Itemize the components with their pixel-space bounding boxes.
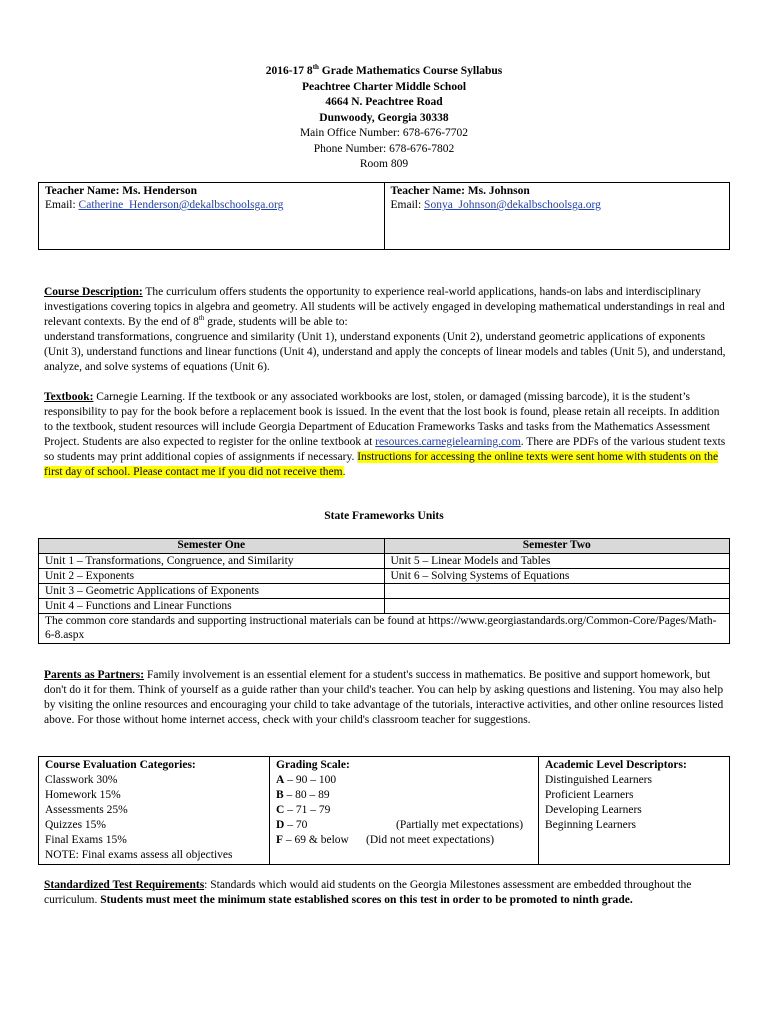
list-item: Beginning Learners — [545, 819, 637, 831]
phone-number: Phone Number: 678-676-7802 — [313, 142, 455, 155]
list-item: NOTE: Final exams assess all objectives — [45, 849, 233, 861]
evaluation-cell — [39, 757, 270, 865]
academic-heading: Academic Level Descriptors: — [545, 759, 687, 771]
teacher-email-link[interactable]: Sonya_Johnson@dekalbschoolsga.org — [424, 199, 601, 211]
list-item: Distinguished Learners — [545, 774, 652, 786]
syllabus-title: 2016-17 8th Grade Mathematics Course Syllabus — [265, 63, 503, 77]
school-city: Dunwoody, Georgia 30338 — [319, 111, 449, 124]
course-description-heading: Course Description: — [44, 286, 143, 298]
academic-cell — [539, 757, 730, 865]
table-row — [39, 569, 730, 584]
list-item: Assessments 25% — [45, 804, 128, 816]
semester-two-header: Semester Two — [384, 539, 730, 554]
grade-row: A – 90 – 100 — [276, 774, 337, 786]
semester-one-header: Semester One — [39, 539, 385, 554]
table-row — [39, 599, 730, 614]
school-name: Peachtree Charter Middle School — [301, 80, 467, 93]
email-label: Email: — [45, 199, 79, 211]
table-row — [39, 584, 730, 599]
grading-table — [38, 756, 730, 865]
highlighted-instructions: Instructions for accessing the online texts were sent home with students on the first day of school. Please contact me if you did not receive them — [44, 451, 719, 478]
grade-row: D – 70 (Partially met expectations) — [276, 819, 524, 831]
standards-footer-cell: The common core standards and supporting instructional materials can be found at https://www.georgiastandards.org/Common-Core/Pages/Math-6-8.aspx — [39, 614, 730, 644]
main-office-number: Main Office Number: 678-676-7702 — [299, 127, 469, 139]
syllabus-header — [0, 64, 768, 173]
unit-cell: Unit 6 – Solving Systems of Equations — [384, 569, 730, 584]
textbook-section: Textbook: Carnegie Learning. If the textbook or any associated workbooks are lost, stolen, or damaged (missing barcode), it is the student’s responsibility to pay for the book before a replacement book is issued. In the event that the lost book is found, please retain all receipts. In addition to the textbook, student resources will include Georgia Department of Education Frameworks Tasks and tasks from the Mathematics Assessment Project. Students are also expected to register for the online textbook at resources.carnegielearning.com. There are PDFs of the various student texts so students may print additional copies of assignments if necessary. Instructions for accessing the online texts were sent home with students on the first day of school. Please contact me if you did not receive them. — [44, 391, 726, 478]
course-description: Course Description: The curriculum offers students the opportunity to experience real-world applications, hands-on labs and interdisciplinary investigations covering topics in algebra and geometry. All students will be actively engaged in developing mathematical understandings in real and relevant contexts. By the end of 8th grade, students will be able to: understand transformations, congruence and similarity (Unit 1), understand exponents (Unit 2), understand geometric applications of exponents (Unit 3), understand functions and linear functions (Unit 4), understand and apply the concepts of linear models and tables (Unit 5), and understand, analyze, and solve systems of equations (Unit 6). — [44, 286, 726, 373]
unit-cell: Unit 4 – Functions and Linear Functions — [39, 599, 385, 614]
evaluation-heading: Course Evaluation Categories: — [45, 759, 196, 771]
table-row — [39, 554, 730, 569]
list-item: Proficient Learners — [545, 789, 634, 801]
teacher-cell-johnson — [384, 183, 730, 250]
room-number: Room 809 — [359, 158, 409, 170]
list-item: Quizzes 15% — [45, 819, 106, 831]
teacher-name: Teacher Name: Ms. Henderson — [45, 185, 198, 197]
grade-row: F – 69 & below (Did not meet expectations) — [276, 834, 495, 846]
school-address: 4664 N. Peachtree Road — [325, 96, 443, 108]
teacher-name: Teacher Name: Ms. Johnson — [390, 185, 530, 197]
parents-heading: Parents as Partners: — [44, 669, 145, 681]
list-item: Final Exams 15% — [45, 834, 127, 846]
units-title: State Frameworks Units — [324, 510, 444, 522]
standardized-heading: Standardized Test Requirements — [44, 879, 205, 891]
teachers-table — [38, 182, 730, 250]
list-item: Developing Learners — [545, 804, 642, 816]
teacher-email-link[interactable]: Catherine_Henderson@dekalbschoolsga.org — [78, 199, 284, 211]
teacher-cell-henderson — [39, 183, 385, 250]
grade-row: C – 71 – 79 — [276, 804, 331, 816]
list-item: Homework 15% — [45, 789, 121, 801]
parents-section: Parents as Partners: Family involvement is an essential element for a student's success in mathematics. Be positive and support homework, but don't do it for them. Think of yourself as a guide rather than your child's teacher. You can help by asking questions and listening. You may also help by visiting the online resources and encouraging your child to take advantage of the tutorials, interactive activities, and other online resources listed above. For those without home internet access, check with your child's classroom teacher for suggestions. — [44, 669, 724, 726]
email-label: Email: — [390, 199, 425, 211]
standardized-section: Standardized Test Requirements: Standards which would aid students on the Georgia Milestones assessment are embedded throughout the curriculum. Students must meet the minimum state established scores on this test in order to be promoted to ninth grade. — [44, 879, 692, 906]
promotion-requirement: Students must meet the minimum state established scores on this test in order to be promoted to ninth grade. — [100, 894, 633, 906]
grading-scale-cell — [270, 757, 539, 865]
units-table — [38, 538, 730, 644]
unit-cell — [384, 584, 730, 599]
unit-cell — [384, 599, 730, 614]
unit-cell: Unit 3 – Geometric Applications of Exponents — [39, 584, 385, 599]
grading-heading: Grading Scale: — [276, 759, 350, 771]
unit-cell: Unit 5 – Linear Models and Tables — [384, 554, 730, 569]
table-row — [39, 614, 730, 644]
textbook-heading: Textbook: — [44, 391, 94, 403]
grade-row: B – 80 – 89 — [276, 789, 330, 801]
list-item: Classwork 30% — [45, 774, 118, 786]
carnegie-link[interactable]: resources.carnegielearning.com — [375, 436, 521, 448]
unit-cell: Unit 2 – Exponents — [39, 569, 385, 584]
unit-cell: Unit 1 – Transformations, Congruence, and Similarity — [39, 554, 385, 569]
